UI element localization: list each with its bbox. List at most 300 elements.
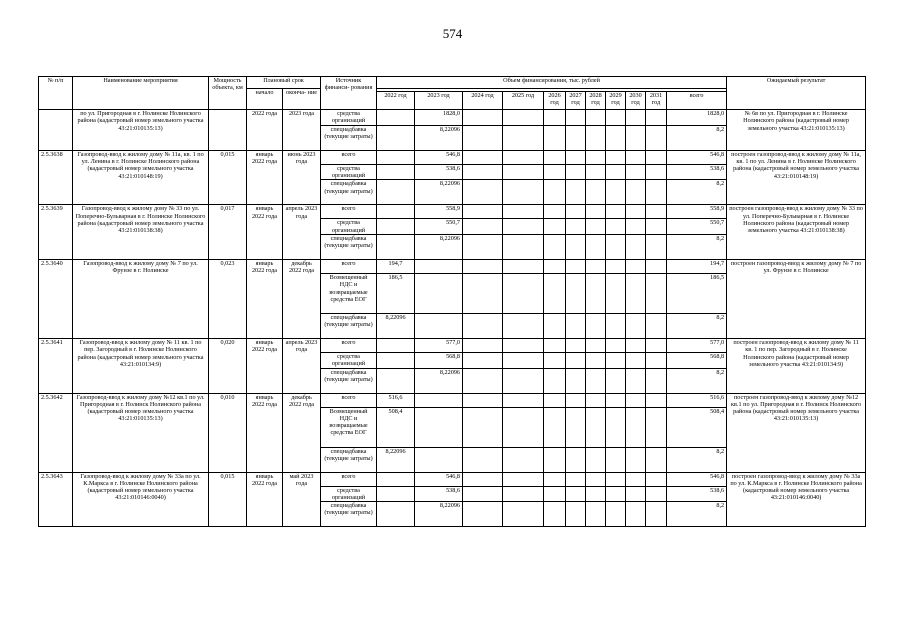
year-value	[606, 219, 626, 235]
funding-source: средства организаций	[321, 219, 377, 235]
year-value	[626, 180, 646, 205]
header-year: 2028 год	[586, 92, 606, 110]
year-value	[606, 150, 626, 164]
year-value	[626, 313, 646, 338]
expected-result: построен газопровод-ввод к жилому дому № 33 по ул. Поперечно-Бульварная в г. Нолинске Нолинского района (кадастровый номер земельного участка 43:21:010138:38)	[727, 205, 866, 260]
financing-table	[38, 76, 866, 527]
year-value: 568,8	[415, 352, 463, 368]
year-value	[503, 486, 544, 502]
item-name: по ул. Пригородная в г. Нолинске Нолинского района (кадастровый номер земельного участка 43:21:010135:13)	[73, 110, 209, 151]
funding-source: Возмещенный НДС и возвращаемые средства ЕОГ	[321, 273, 377, 313]
funding-source: Возмещенный НДС и возвращаемые средства ЕОГ	[321, 407, 377, 447]
total-value: 546,8	[667, 472, 727, 486]
funding-source: спецнадбавка (текущие затраты)	[321, 368, 377, 393]
year-value	[377, 219, 415, 235]
year-value	[646, 447, 667, 472]
total-value: 1828,0	[667, 110, 727, 126]
year-value	[377, 125, 415, 150]
year-value	[646, 407, 667, 447]
item-end: 2023 года	[283, 110, 321, 151]
year-value	[463, 502, 503, 527]
year-value	[463, 234, 503, 259]
year-value	[415, 393, 463, 407]
year-value	[586, 150, 606, 164]
year-value	[463, 273, 503, 313]
year-value	[626, 393, 646, 407]
item-end: декабрь 2022 года	[283, 393, 321, 472]
funding-source: всего	[321, 338, 377, 352]
item-capacity: 0,017	[209, 205, 247, 260]
year-value	[544, 313, 566, 338]
item-capacity: 0,023	[209, 259, 247, 338]
funding-source: спецнадбавка (текущие затраты)	[321, 180, 377, 205]
table-row	[39, 472, 866, 486]
year-value	[646, 338, 667, 352]
year-value	[566, 352, 586, 368]
item-start: январь 2022 года	[247, 338, 283, 393]
year-value	[606, 502, 626, 527]
year-value	[415, 447, 463, 472]
year-value	[463, 313, 503, 338]
year-value	[606, 164, 626, 180]
expected-result: построен газопровод-ввод к жилому дому № 33а по ул. К.Маркса в г. Нолинске Нолинского района (кадастровый номер земельного участка 43:21:010146:0040)	[727, 472, 866, 527]
year-value	[463, 352, 503, 368]
year-value	[626, 164, 646, 180]
expected-result: построен газопровод-ввод к жилому дому № 11 кв. 1 по пер. Загородный в г. Нолинске Нолинского района (кадастровый номер земельного участка 43:21:010134:9)	[727, 338, 866, 393]
year-value	[544, 352, 566, 368]
year-value	[463, 219, 503, 235]
year-value	[586, 393, 606, 407]
funding-source: спецнадбавка (текущие затраты)	[321, 125, 377, 150]
year-value	[646, 180, 667, 205]
header-end: оконча- ние	[283, 89, 321, 110]
table-row	[39, 338, 866, 352]
year-value: 516,6	[377, 393, 415, 407]
year-value	[503, 472, 544, 486]
year-value	[606, 486, 626, 502]
funding-source: спецнадбавка (текущие затраты)	[321, 502, 377, 527]
item-number: 2.5.3640	[39, 259, 73, 338]
year-value	[626, 273, 646, 313]
year-value	[626, 338, 646, 352]
year-value	[463, 125, 503, 150]
item-start: январь 2022 года	[247, 259, 283, 338]
year-value	[544, 472, 566, 486]
year-value	[606, 368, 626, 393]
year-value	[626, 110, 646, 126]
item-number: 2.5.3638	[39, 150, 73, 205]
year-value	[503, 273, 544, 313]
year-value	[544, 164, 566, 180]
item-name: Газопровод-ввод к жилому дому № 7 по ул. Фрунзе в г. Нолинске	[73, 259, 209, 338]
year-value: 558,9	[415, 205, 463, 219]
year-value: 546,8	[415, 150, 463, 164]
header-year: 2027 год	[566, 92, 586, 110]
item-number: 2.5.3641	[39, 338, 73, 393]
year-value	[626, 234, 646, 259]
year-value	[586, 407, 606, 447]
year-value	[646, 502, 667, 527]
year-value: 538,6	[415, 164, 463, 180]
year-value	[377, 205, 415, 219]
item-start: январь 2022 года	[247, 393, 283, 472]
header-year: 2030 год	[626, 92, 646, 110]
funding-source: средства организаций	[321, 164, 377, 180]
funding-source: всего	[321, 393, 377, 407]
year-value	[544, 338, 566, 352]
year-value	[544, 502, 566, 527]
year-value	[503, 352, 544, 368]
total-value: 194,7	[667, 259, 727, 273]
year-value: 8,22096	[415, 125, 463, 150]
total-value: 568,8	[667, 352, 727, 368]
year-value: 8,22096	[377, 447, 415, 472]
year-value	[646, 368, 667, 393]
year-value	[566, 125, 586, 150]
header-planned-term: Плановый срок	[247, 77, 321, 89]
year-value	[566, 486, 586, 502]
item-name: Газопровод-ввод к жилому дому № 11 кв. 1 по пер. Загородный в г. Нолинске Нолинского района (кадастровый номер земельного участка 43:21:010134:9)	[73, 338, 209, 393]
year-value	[415, 313, 463, 338]
year-value	[566, 368, 586, 393]
year-value	[377, 110, 415, 126]
total-value: 8,2	[667, 368, 727, 393]
year-value	[646, 313, 667, 338]
item-number	[39, 110, 73, 151]
year-value	[586, 486, 606, 502]
year-value	[566, 273, 586, 313]
header-name: Наименование мероприятия	[73, 77, 209, 110]
header-result: Ожидаемый результат	[727, 77, 866, 110]
year-value	[586, 180, 606, 205]
year-value	[503, 164, 544, 180]
year-value	[566, 447, 586, 472]
total-value: 8,2	[667, 447, 727, 472]
year-value	[377, 150, 415, 164]
year-value	[646, 234, 667, 259]
year-value: 546,8	[415, 472, 463, 486]
year-value	[626, 125, 646, 150]
year-value	[415, 259, 463, 273]
year-value	[646, 150, 667, 164]
funding-source: средства организаций	[321, 352, 377, 368]
expected-result: № 6в по ул. Пригородная в г. Нолинске Нолинского района (кадастровый номер земельного участка 43:21:010135:13)	[727, 110, 866, 151]
year-value	[503, 180, 544, 205]
funding-source: всего	[321, 150, 377, 164]
year-value	[566, 393, 586, 407]
year-value	[377, 180, 415, 205]
total-value: 8,2	[667, 313, 727, 338]
year-value	[586, 313, 606, 338]
total-value: 550,7	[667, 219, 727, 235]
year-value	[503, 259, 544, 273]
page-number: 574	[442, 26, 463, 41]
year-value	[503, 150, 544, 164]
year-value	[503, 219, 544, 235]
year-value: 8,22096	[415, 502, 463, 527]
year-value	[606, 338, 626, 352]
item-end: май 2023 года	[283, 472, 321, 527]
year-value	[566, 313, 586, 338]
year-value	[646, 219, 667, 235]
item-end: июнь 2023 года	[283, 150, 321, 205]
year-value	[606, 407, 626, 447]
year-value	[566, 164, 586, 180]
item-end: декабрь 2022 года	[283, 259, 321, 338]
year-value	[606, 234, 626, 259]
year-value	[503, 125, 544, 150]
year-value	[503, 502, 544, 527]
expected-result: построен газопровод-ввод к жилому дому № 11а, кв. 1 по ул. Ленина в г. Нолинске Нолинского района (кадастровый номер земельного участка 43:21:010148:19)	[727, 150, 866, 205]
funding-source: всего	[321, 205, 377, 219]
item-start: 2022 года	[247, 110, 283, 151]
year-value	[503, 393, 544, 407]
year-value	[503, 447, 544, 472]
year-value	[377, 338, 415, 352]
table-row	[39, 259, 866, 273]
year-value: 508,4	[377, 407, 415, 447]
year-value	[377, 486, 415, 502]
total-value: 508,4	[667, 407, 727, 447]
year-value	[626, 205, 646, 219]
year-value	[463, 447, 503, 472]
year-value	[586, 219, 606, 235]
total-value: 577,0	[667, 338, 727, 352]
year-value	[544, 205, 566, 219]
year-value	[626, 259, 646, 273]
year-value	[503, 338, 544, 352]
year-value	[586, 125, 606, 150]
year-value	[544, 219, 566, 235]
year-value	[544, 368, 566, 393]
year-value: 194,7	[377, 259, 415, 273]
table-row	[39, 150, 866, 164]
total-value: 516,6	[667, 393, 727, 407]
year-value	[544, 150, 566, 164]
year-value	[606, 125, 626, 150]
item-number: 2.5.3643	[39, 472, 73, 527]
year-value	[586, 205, 606, 219]
total-value: 538,6	[667, 486, 727, 502]
year-value	[626, 352, 646, 368]
year-value	[566, 259, 586, 273]
year-value: 186,5	[377, 273, 415, 313]
expected-result: построен газопровод-ввод к жилому дому № 7 по ул. Фрунзе в г. Нолинске	[727, 259, 866, 338]
header-start: начало	[247, 89, 283, 110]
item-name: Газопровод-ввод к жилому дому № 33а по ул. К.Маркса в г. Нолинске Нолинского района (кадастровый номер земельного участка 43:21:010146:0040)	[73, 472, 209, 527]
year-value	[646, 486, 667, 502]
year-value	[544, 259, 566, 273]
header-year: 2025 год	[503, 92, 544, 110]
item-capacity: 0,020	[209, 338, 247, 393]
table-row	[39, 110, 866, 126]
total-value: 8,2	[667, 180, 727, 205]
year-value	[606, 313, 626, 338]
year-value: 8,22096	[415, 368, 463, 393]
item-capacity	[209, 110, 247, 151]
year-value	[586, 164, 606, 180]
year-value	[503, 368, 544, 393]
year-value	[377, 502, 415, 527]
header-volume: Объем финансирования, тыс. рублей	[377, 77, 727, 89]
year-value	[566, 219, 586, 235]
header-source: Источник финанси- рования	[321, 77, 377, 110]
year-value	[463, 150, 503, 164]
year-value	[646, 472, 667, 486]
total-value: 8,2	[667, 502, 727, 527]
year-value	[377, 234, 415, 259]
year-value	[606, 180, 626, 205]
year-value	[503, 205, 544, 219]
year-value: 577,0	[415, 338, 463, 352]
year-value	[606, 273, 626, 313]
year-value	[646, 352, 667, 368]
year-value	[377, 164, 415, 180]
year-value	[544, 110, 566, 126]
year-value	[544, 180, 566, 205]
item-end: апрель 2023 года	[283, 205, 321, 260]
total-value: 8,2	[667, 234, 727, 259]
year-value	[586, 234, 606, 259]
year-value	[463, 393, 503, 407]
year-value	[463, 110, 503, 126]
year-value	[566, 180, 586, 205]
year-value	[377, 472, 415, 486]
year-value	[586, 502, 606, 527]
funding-source: всего	[321, 472, 377, 486]
year-value	[606, 472, 626, 486]
year-value	[544, 486, 566, 502]
table-row	[39, 205, 866, 219]
funding-source: спецнадбавка (текущие затраты)	[321, 234, 377, 259]
year-value	[544, 273, 566, 313]
funding-source: средства организаций	[321, 486, 377, 502]
year-value	[606, 259, 626, 273]
year-value	[646, 393, 667, 407]
year-value	[586, 472, 606, 486]
year-value	[377, 352, 415, 368]
year-value	[503, 234, 544, 259]
year-value	[566, 110, 586, 126]
year-value	[586, 110, 606, 126]
year-value	[463, 407, 503, 447]
header-year: 2031 год	[646, 92, 667, 110]
year-value	[566, 234, 586, 259]
year-value	[566, 205, 586, 219]
year-value	[626, 368, 646, 393]
year-value	[586, 447, 606, 472]
year-value	[566, 150, 586, 164]
year-value	[463, 368, 503, 393]
year-value	[626, 447, 646, 472]
funding-source: спецнадбавка (текущие затраты)	[321, 447, 377, 472]
item-name: Газопровод-ввод к жилому дому № 33 по ул. Поперечно-Бульварная в г. Нолинске Нолинского района (кадастровый номер земельного участка 43:21:010138:38)	[73, 205, 209, 260]
header-num: № п/п	[39, 77, 73, 110]
year-value	[566, 407, 586, 447]
year-value	[463, 164, 503, 180]
year-value	[646, 273, 667, 313]
year-value	[463, 205, 503, 219]
item-number: 2.5.3642	[39, 393, 73, 472]
year-value: 8,22096	[415, 234, 463, 259]
header-year: 2029 год	[606, 92, 626, 110]
year-value	[544, 125, 566, 150]
year-value	[544, 393, 566, 407]
year-value	[586, 338, 606, 352]
year-value	[463, 259, 503, 273]
year-value	[606, 393, 626, 407]
item-start: январь 2022 года	[247, 472, 283, 527]
year-value	[646, 259, 667, 273]
year-value	[586, 352, 606, 368]
year-value	[463, 472, 503, 486]
item-name: Газопровод-ввод к жилому дому №12 кв.1 по ул. Пригородная в г. Нолинск Нолинского района (кадастровый номер земельного участка 43:21:010135:13)	[73, 393, 209, 472]
year-value	[544, 407, 566, 447]
year-value	[586, 273, 606, 313]
item-number: 2.5.3639	[39, 205, 73, 260]
year-value	[544, 447, 566, 472]
year-value	[626, 407, 646, 447]
year-value: 8,22096	[377, 313, 415, 338]
year-value: 8,22096	[415, 180, 463, 205]
year-value	[566, 472, 586, 486]
year-value	[626, 150, 646, 164]
item-capacity: 0,015	[209, 472, 247, 527]
expected-result: построен газопровод-ввод к жилому дому №12 кв.1 по ул. Пригородная в г. Нолинск Нолинского района (кадастровый номер земельного участка 43:21:010135:13)	[727, 393, 866, 472]
year-value	[646, 164, 667, 180]
year-value	[415, 407, 463, 447]
year-value	[463, 486, 503, 502]
year-value	[646, 125, 667, 150]
year-value	[566, 338, 586, 352]
header-year: 2026 год	[544, 92, 566, 110]
item-capacity: 0,015	[209, 150, 247, 205]
item-start: январь 2022 года	[247, 150, 283, 205]
year-value	[503, 407, 544, 447]
year-value	[566, 502, 586, 527]
year-value	[544, 234, 566, 259]
year-value	[586, 368, 606, 393]
item-capacity: 0,010	[209, 393, 247, 472]
year-value	[606, 352, 626, 368]
total-value: 186,5	[667, 273, 727, 313]
year-value	[606, 110, 626, 126]
year-value	[415, 273, 463, 313]
funding-source: всего	[321, 259, 377, 273]
item-end: апрель 2023 года	[283, 338, 321, 393]
year-value	[503, 313, 544, 338]
year-value	[626, 486, 646, 502]
year-value	[646, 110, 667, 126]
year-value	[646, 205, 667, 219]
year-value	[463, 338, 503, 352]
year-value	[503, 110, 544, 126]
year-value	[626, 219, 646, 235]
total-value: 8,2	[667, 125, 727, 150]
year-value	[606, 205, 626, 219]
table-row	[39, 393, 866, 407]
header-year: 2024 год	[463, 92, 503, 110]
year-value	[626, 502, 646, 527]
year-value	[586, 259, 606, 273]
funding-source: спецнадбавка (текущие затраты)	[321, 313, 377, 338]
year-value: 538,6	[415, 486, 463, 502]
year-value	[463, 180, 503, 205]
header-total: всего	[667, 92, 727, 110]
total-value: 538,6	[667, 164, 727, 180]
year-value	[606, 447, 626, 472]
year-value: 550,7	[415, 219, 463, 235]
